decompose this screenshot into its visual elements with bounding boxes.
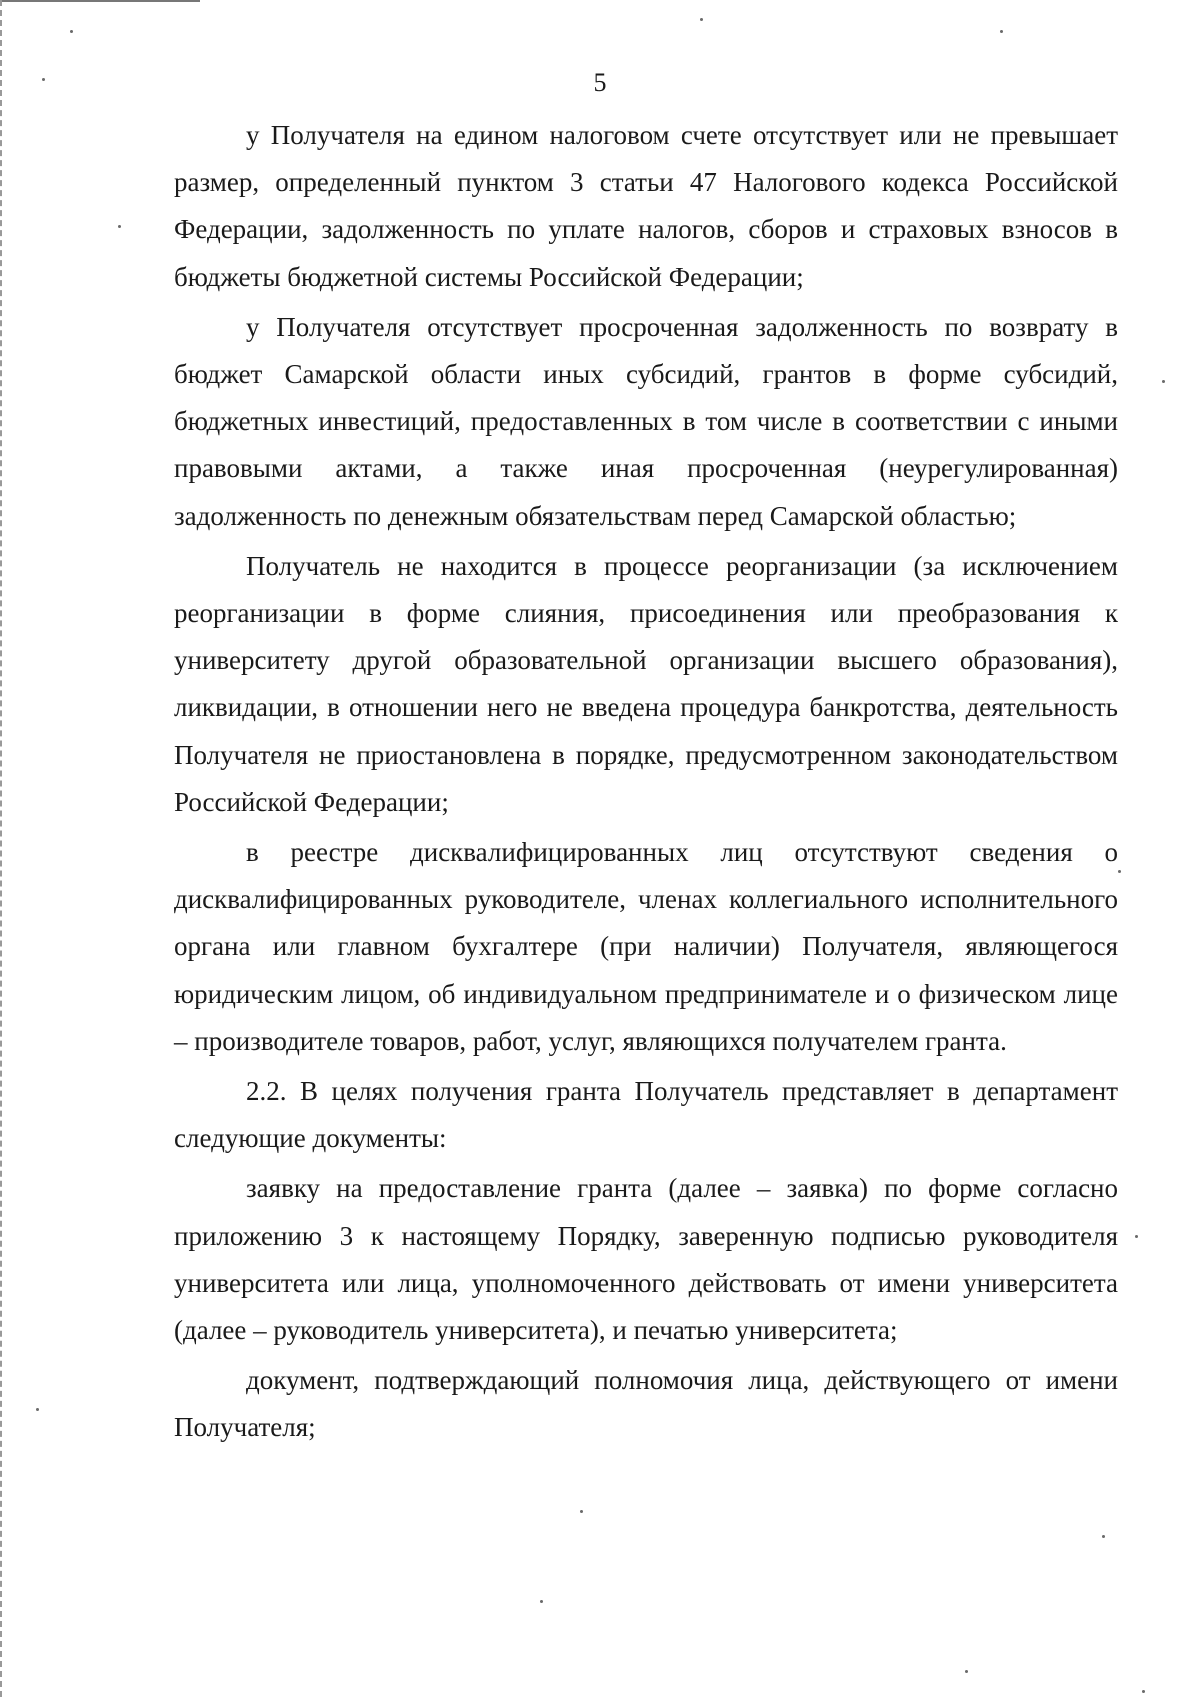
paragraph: Получатель не находится в процессе реорганизации (за исключением реорганизации в форме слияния, присоединения или преобразования к университету другой образовательной организации высшего образования), ликвидации, в отношении него не введена процедура банкротства, деятельность Получателя не приостановлена в порядке, предусмотренном законодательством Российской Федерации; [174,550,1118,817]
scan-speck [1162,380,1165,383]
paragraph: у Получателя отсутствует просроченная задолженность по возврату в бюджет Самарской области иных субсидий, грантов в форме субсидий, бюджетных инвестиций, предоставленных в том числе в соответствии с иными правовыми актами, а также иная просроченная (неурегулированная) задолженность по денежным обязательствам перед Самарской областью; [174,311,1118,531]
scan-speck [118,225,121,228]
scan-speck [540,1600,543,1603]
page-number: 5 [593,68,607,97]
scan-left-edge [0,0,5,1697]
paragraph: 2.2. В целях получения гранта Получатель представляет в департамент следующие документы: [174,1076,1118,1154]
scan-speck [1102,1535,1105,1538]
scan-speck [580,1510,583,1513]
scan-speck [1118,870,1121,873]
scan-speck [1000,30,1003,33]
scan-speck [700,18,703,21]
scan-speck [36,1408,39,1411]
paragraph: заявку на предоставление гранта (далее – заявка) по форме согласно приложению 3 к настоящему Порядку, заверенную подписью руководителя университета или лица, уполномоченного действовать от имени университета (далее – руководитель университета), и печатью университета; [174,1173,1118,1346]
paragraph: у Получателя на едином налоговом счете отсутствует или не превышает размер, определенный пунктом 3 статьи 47 Налогового кодекса Российской Федерации, задолженность по уплате налогов, сборов и страховых взносов в бюджеты бюджетной системы Российской Федерации; [174,120,1118,292]
scan-speck [1142,1690,1145,1693]
document-body [174,112,1118,1455]
paragraph: в реестре дисквалифицированных лиц отсутствуют сведения о дисквалифицированных руководителе, членах коллегиального исполнительного органа или главном бухгалтере (при наличии) Получателя, являющегося юридическим лицом, об индивидуальном предпринимателе и о физическом лице – производителе товаров, работ, услуг, являющихся получателем гранта. [174,837,1118,1056]
scan-top-edge [0,0,200,2]
scan-speck [965,1670,968,1673]
scan-speck [70,30,73,33]
paragraph: документ, подтверждающий полномочия лица, действующего от имени Получателя; [174,1365,1118,1443]
scan-speck [1135,1235,1138,1238]
